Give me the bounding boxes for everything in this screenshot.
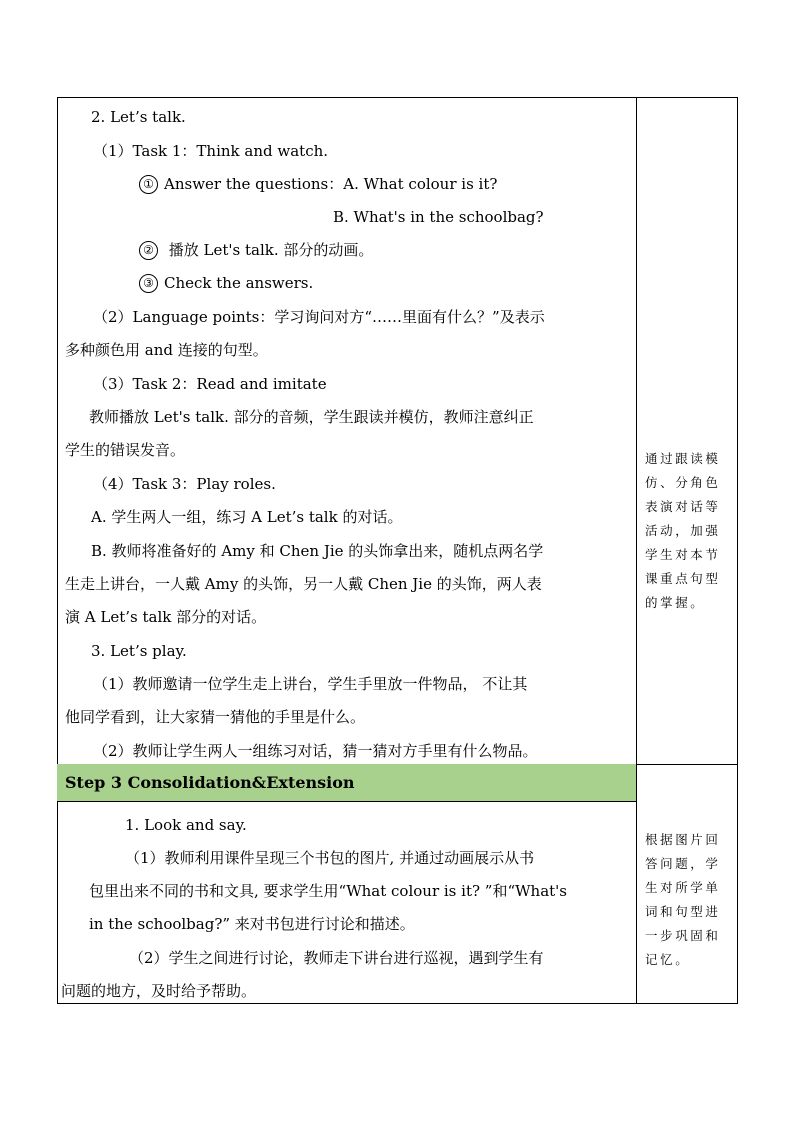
look-step2-line-2: 问题的地方，及时给予帮助。 [61,982,257,1000]
note-top: 通过跟读模仿、分角色表演对话等活动，加强学生对本节课重点句型的掌握。 [645,451,721,610]
task3-line: （4）Task 3：Play roles. [93,475,276,493]
step3-header [57,764,636,801]
question-line: ① Answer the questions：A. What colour is it? [139,174,497,194]
look-step2-line: （2）学生之间进行讨论，教师走下讲台进行巡视，遇到学生有 [129,949,544,967]
play-step2-line: （2）教师让学生两人一组练习对话，猜一猜对方手里有什么物品。 [93,742,538,760]
note-step3: 根据图片回答问题，学生对所学单词和句型进一步巩固和记忆。 [645,832,721,967]
look-step1-line-2: 包里出来不同的书和文具, 要求学生用“What colour is it? ”和“What's [89,882,567,900]
task1-line: （1）Task 1：Think and watch. [93,142,329,160]
check-answers-line: ③ Check the answers. [139,273,313,293]
task2-desc-line-2: 学生的错误发音。 [65,441,186,459]
language-points-line-2: 多种颜色用 and 连接的句型。 [65,341,268,359]
task3-b-line-2: 生走上讲台，一人戴 Amy 的头饰，另一人戴 Chen Jie 的头饰，两人表 [65,575,542,593]
table-border-right [737,97,738,1004]
play-step1-line-2: 他同学看到，让大家猜一猜他的手里是什么。 [65,708,366,726]
task3-b-line: B. 教师将准备好的 Amy 和 Chen Jie 的头饰拿出来，随机点两名学 [91,542,544,560]
play-step1-line: （1）教师邀请一位学生走上讲台，学生手里放一件物品， 不让其 [93,675,528,693]
step3-title: Step 3 Consolidation&Extension [65,773,355,792]
circled-number-1: ① [139,175,158,194]
circled-number-2: ② [139,241,158,260]
step3-header-bottom-border [57,801,637,802]
look-step1-line: （1）教师利用课件呈现三个书包的图片, 并通过动画展示从书 [125,849,535,867]
task2-desc-line: 教师播放 Let's talk. 部分的音频，学生跟读并模仿，教师注意纠正 [89,408,534,426]
play-animation-line: ② 播放 Let's talk. 部分的动画。 [139,240,373,260]
heading-lets-play: 3. Let’s play. [91,642,187,660]
language-points-line: （2）Language points：学习询问对方“……里面有什么？”及表示 [93,308,545,326]
circled-number-3: ③ [139,274,158,293]
table-border-left [57,97,58,1004]
heading-look-and-say: 1. Look and say. [125,816,247,834]
look-step1-line-3: in the schoolbag?” 来对书包进行讨论和描述。 [89,915,415,933]
lesson-table [57,97,738,1004]
question-line-b: B. What's in the schoolbag? [333,208,544,226]
heading-lets-talk: 2. Let’s talk. [91,108,186,126]
table-column-divider [636,97,637,1004]
task3-a-line: A. 学生两人一组，练习 A Let’s talk 的对话。 [91,508,403,526]
task3-b-line-3: 演 A Let’s talk 部分的对话。 [65,608,267,626]
task2-line: （3）Task 2：Read and imitate [93,375,327,393]
